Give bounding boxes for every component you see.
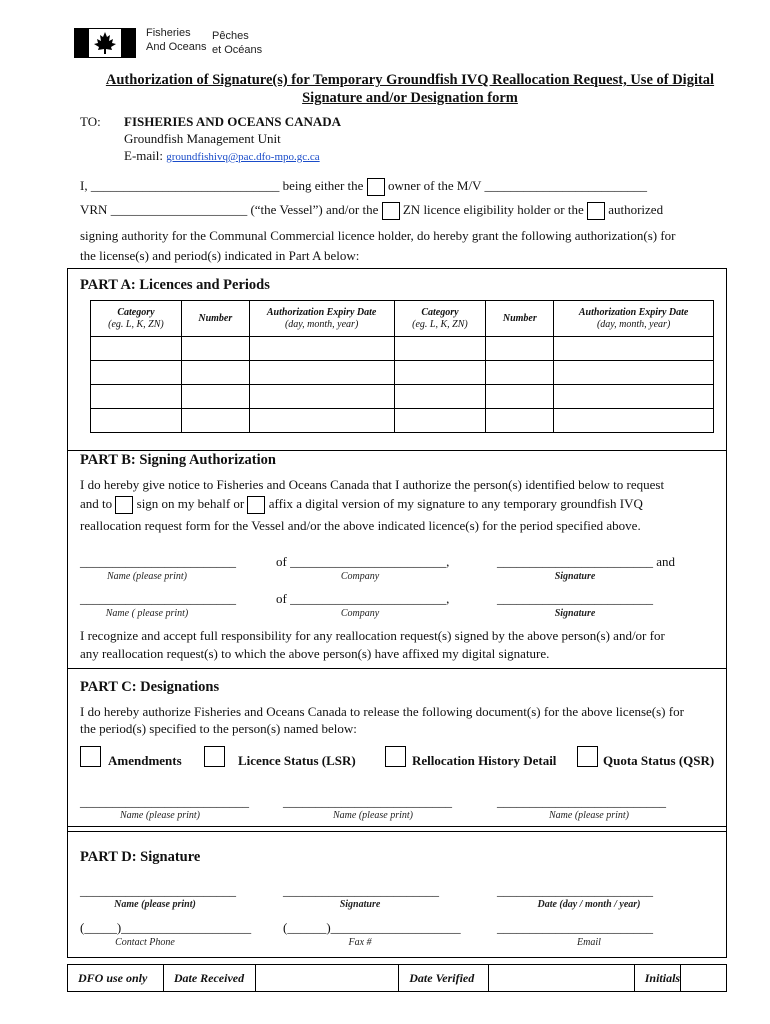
form-title-line1: Authorization of Signature(s) for Temporary Groundfish IVQ Reallocation Request, Use of Digital <box>105 72 715 88</box>
fax-caption: Fax # <box>348 937 372 948</box>
dept-fr-line1: Pêches <box>212 30 249 42</box>
col-category-2: Category (eg. L, K, ZN) <box>394 301 486 337</box>
part-b-c-divider <box>67 668 727 669</box>
part-a-heading: PART A: Licences and Periods <box>80 277 270 293</box>
table-cell[interactable] <box>394 361 486 385</box>
signatory-name-field[interactable]: ________________________ <box>80 883 236 898</box>
table-cell[interactable] <box>394 409 486 433</box>
quota-status-checkbox[interactable] <box>577 746 598 767</box>
col-expiry-2: Authorization Expiry Date (day, month, year) <box>554 301 714 337</box>
table-cell[interactable] <box>554 409 714 433</box>
canada-flag-logo <box>74 28 136 58</box>
company-caption: Company <box>340 571 380 582</box>
signatory-signature-field[interactable]: ________________________ <box>283 883 439 898</box>
recipient-email-row <box>124 148 320 165</box>
name-caption: Name (please print) <box>549 810 629 821</box>
table-cell[interactable] <box>554 337 714 361</box>
licences-table-header <box>91 301 714 337</box>
table-cell[interactable] <box>91 409 182 433</box>
table-row <box>91 361 714 385</box>
table-cell[interactable] <box>249 385 394 409</box>
email-label: E-mail: <box>124 148 167 163</box>
intro-line4: the license(s) and period(s) indicated in Part A below: <box>80 248 360 263</box>
table-cell[interactable] <box>394 337 486 361</box>
col-category-1: Category (eg. L, K, ZN) <box>91 301 182 337</box>
part-b-line2-text-c: affix a digital version of my signature to any temporary groundfish IVQ <box>268 496 643 511</box>
dfo-use-row <box>68 965 727 992</box>
amendments-checkbox[interactable] <box>80 746 101 767</box>
dept-name-en <box>146 26 207 54</box>
signature-caption: Signature <box>554 608 596 619</box>
authorized-name-2-field[interactable]: ________________________ <box>80 591 236 606</box>
owner-checkbox[interactable] <box>367 178 385 196</box>
table-cell[interactable] <box>249 361 394 385</box>
designee-name-1-field[interactable]: __________________________ <box>80 794 249 809</box>
part-c-line2: the period(s) specified to the person(s) named below: <box>80 721 357 736</box>
to-label: TO: <box>80 114 101 129</box>
accept-line1: I recognize and accept full responsibility for any reallocation request(s) signed by the above person(s) and/or for <box>80 628 665 643</box>
date-verified-label: Date Verified <box>399 965 489 992</box>
zn-holder-checkbox[interactable] <box>382 202 400 220</box>
part-c-heading: PART C: Designations <box>80 679 220 695</box>
part-c-d-divider-2 <box>67 831 727 832</box>
authorized-name-1-field[interactable]: ________________________ <box>80 554 236 569</box>
date-received-label: Date Received <box>163 965 255 992</box>
part-b-line2-text-b: sign on my behalf or <box>136 496 245 511</box>
form-title <box>70 71 750 107</box>
authorized-signature-1-field[interactable]: ________________________ and <box>497 554 676 569</box>
table-cell[interactable] <box>394 385 486 409</box>
name-caption: Name (please print) <box>107 571 187 582</box>
maple-leaf-icon <box>92 31 118 55</box>
table-cell[interactable] <box>91 385 182 409</box>
company-caption: Company <box>340 608 380 619</box>
table-cell[interactable] <box>486 361 554 385</box>
authorized-company-2-field[interactable]: of ________________________, <box>276 591 450 606</box>
table-cell[interactable] <box>181 409 249 433</box>
intro-line3: signing authority for the Communal Commercial licence holder, do hereby grant the following authorization(s) for <box>80 228 676 243</box>
contact-phone-caption: Contact Phone <box>115 937 175 948</box>
initials-label: Initials <box>634 965 680 992</box>
form-title-line2: Signature and/or Designation form <box>302 90 518 106</box>
intro-line2 <box>80 202 663 220</box>
part-b-line3: reallocation request form for the Vessel and/or the above indicated licence(s) for the period specified above. <box>80 518 641 533</box>
col-number-1: Number <box>181 301 249 337</box>
signature-caption: Signature <box>554 571 596 582</box>
rellocation-history-checkbox[interactable] <box>385 746 406 767</box>
table-cell[interactable] <box>486 385 554 409</box>
authorized-company-1-field[interactable]: of ________________________, <box>276 554 450 569</box>
table-row <box>91 385 714 409</box>
fax-field[interactable]: (______)____________________ <box>283 920 461 935</box>
name-caption: Name ( please print) <box>105 608 189 619</box>
name-caption: Name (please print) <box>120 810 200 821</box>
email-caption: Email <box>577 937 601 948</box>
table-cell[interactable] <box>486 337 554 361</box>
intro-line1-text-b: owner of the M/V _________________________ <box>387 178 647 193</box>
part-c-d-divider-1 <box>67 826 727 827</box>
table-cell[interactable] <box>554 385 714 409</box>
dfo-use-only-label: DFO use only <box>68 965 164 992</box>
date-received-cell[interactable] <box>255 965 399 992</box>
part-a-b-divider <box>67 450 727 451</box>
table-cell[interactable] <box>91 361 182 385</box>
name-caption: Name (please print) <box>114 899 196 910</box>
table-cell[interactable] <box>181 337 249 361</box>
recipient-unit: Groundfish Management Unit <box>124 131 281 146</box>
name-caption: Name (please print) <box>333 810 413 821</box>
dept-en-line2: And Oceans <box>146 41 207 53</box>
table-cell[interactable] <box>91 337 182 361</box>
intro-line2-text-b: ZN licence eligibility holder or the <box>402 202 584 217</box>
date-caption: Date (day / month / year) <box>537 899 641 910</box>
accept-line2: any reallocation request(s) to which the above person(s) have affixed my digital signature. <box>80 646 550 661</box>
dept-fr-line2: et Océans <box>212 44 263 56</box>
table-cell[interactable] <box>181 361 249 385</box>
dept-en-line1: Fisheries <box>146 27 191 39</box>
email-field[interactable]: ________________________ <box>497 920 653 935</box>
licences-table <box>90 300 714 433</box>
table-cell[interactable] <box>486 409 554 433</box>
contact-phone-field[interactable]: (_____)____________________ <box>80 920 252 935</box>
part-b-heading: PART B: Signing Authorization <box>80 452 276 468</box>
designee-name-2-field[interactable]: __________________________ <box>283 794 452 809</box>
intro-line1-text-a: I, _____________________________ being either the <box>80 178 364 193</box>
table-row <box>91 337 714 361</box>
licence-status-checkbox[interactable] <box>204 746 225 767</box>
dfo-use-table <box>67 964 727 992</box>
part-b-line2 <box>80 496 643 514</box>
authorized-checkbox[interactable] <box>587 202 605 220</box>
quota-status-label: Quota Status (QSR) <box>603 753 715 768</box>
part-d-heading: PART D: Signature <box>80 849 201 865</box>
recipient-org: FISHERIES AND OCEANS CANADA <box>124 114 342 129</box>
signature-caption: Signature <box>339 899 381 910</box>
licence-status-label: Licence Status (LSR) <box>238 753 356 768</box>
recipient-email-link[interactable]: groundfishivq@pac.dfo-mpo.gc.ca <box>166 151 320 163</box>
col-expiry-1: Authorization Expiry Date (day, month, year) <box>249 301 394 337</box>
col-number-2: Number <box>486 301 554 337</box>
table-cell[interactable] <box>181 385 249 409</box>
part-c-line1: I do hereby authorize Fisheries and Oceans Canada to release the following document(s) for the above license(s) for <box>80 704 684 719</box>
designee-name-3-field[interactable]: __________________________ <box>497 794 666 809</box>
intro-line1 <box>80 178 647 196</box>
amendments-label: Amendments <box>108 753 182 768</box>
intro-line2-text-a: VRN _____________________ (“the Vessel”) and/or the <box>80 202 379 217</box>
signature-date-field[interactable]: ________________________ <box>497 883 653 898</box>
table-cell[interactable] <box>554 361 714 385</box>
rellocation-history-label: Rellocation History Detail <box>412 753 557 768</box>
initials-cell[interactable] <box>681 965 727 992</box>
date-verified-cell[interactable] <box>489 965 635 992</box>
dept-name-fr <box>212 29 262 57</box>
table-cell[interactable] <box>249 409 394 433</box>
request-checkbox[interactable] <box>115 496 133 514</box>
intro-line2-text-c: authorized <box>608 202 664 217</box>
authorized-signature-2-field[interactable]: ________________________ <box>497 591 653 606</box>
part-b-line1: I do hereby give notice to Fisheries and Oceans Canada that I authorize the person(s) identified below to request <box>80 477 665 492</box>
part-b-line2-text-a: and to <box>80 496 113 511</box>
table-cell[interactable] <box>249 337 394 361</box>
table-row <box>91 409 714 433</box>
sign-checkbox[interactable] <box>247 496 265 514</box>
